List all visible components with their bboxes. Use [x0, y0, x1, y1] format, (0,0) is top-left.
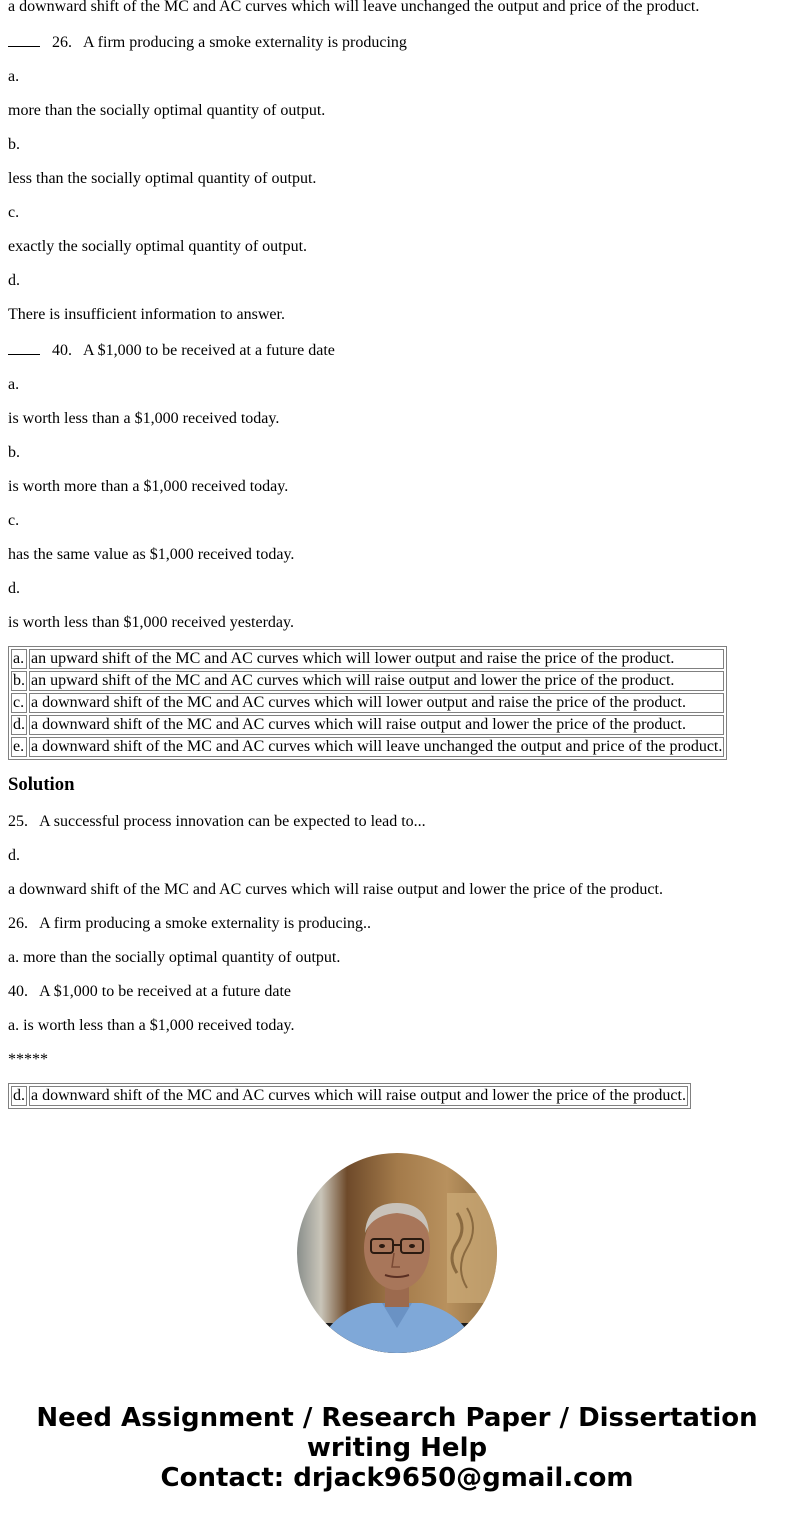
promo-banner — [0, 1403, 794, 1493]
table-cell-letter: b. — [13, 672, 25, 689]
question-40 — [8, 340, 788, 360]
table-cell-text: a downward shift of the MC and AC curves which will raise output and lower the price of the product. — [29, 715, 724, 735]
table-row — [11, 1086, 688, 1106]
top-line: a downward shift of the MC and AC curves which will leave unchanged the output and price of the product. — [8, 0, 700, 15]
promo-line: writing Help — [306, 1433, 488, 1463]
table-cell-text: a downward shift of the MC and AC curves which will lower output and raise the price of the product. — [29, 693, 724, 713]
options-table — [8, 646, 727, 760]
option-text: less than the socially optimal quantity of output. — [8, 170, 317, 187]
table-cell-letter: e. — [11, 737, 27, 757]
option-text: There is insufficient information to answer. — [8, 306, 285, 323]
solution-line: a. is worth less than a $1,000 received today. — [8, 1017, 295, 1034]
option-text: is worth less than a $1,000 received today. — [8, 410, 280, 427]
table-row — [11, 693, 724, 713]
table-cell-letter: d. — [13, 1087, 25, 1104]
option-text: has the same value as $1,000 received today. — [8, 546, 295, 563]
table-cell-text: an upward shift of the MC and AC curves which will lower output and raise the price of the product. — [29, 649, 724, 669]
option-text: more than the socially optimal quantity of output. — [8, 102, 326, 119]
solution-line: 26. A firm producing a smoke externality is producing.. — [8, 915, 372, 932]
solution-heading: Solution — [8, 774, 75, 795]
document-body — [8, 0, 788, 1123]
option-letter: a. — [8, 376, 20, 393]
table-row — [11, 715, 724, 735]
solution-line: a. more than the socially optimal quantity of output. — [8, 949, 341, 966]
table-cell-letter: a. — [11, 649, 27, 669]
promo-line: Need Assignment / Research Paper / Dissertation — [36, 1403, 758, 1433]
question-number: 26. — [52, 34, 72, 51]
table-row — [11, 649, 724, 669]
question-number: 40. — [52, 342, 72, 359]
table-cell-text: an upward shift of the MC and AC curves which will raise output and lower the price of the product. — [29, 671, 724, 691]
option-letter: b. — [8, 444, 20, 461]
table-cell-text: a downward shift of the MC and AC curves which will raise output and lower the price of the product. — [31, 1087, 686, 1104]
question-text: A firm producing a smoke externality is producing — [83, 34, 407, 51]
table-row — [11, 671, 724, 691]
table-cell-letter: d. — [13, 716, 25, 733]
option-letter: a. — [8, 68, 20, 85]
solution-line: 25. A successful process innovation can be expected to lead to... — [8, 813, 426, 830]
option-text: is worth less than $1,000 received yesterday. — [8, 614, 294, 631]
solution-line: 40. A $1,000 to be received at a future date — [8, 983, 292, 1000]
table-cell-letter: c. — [11, 693, 27, 713]
solution-line: ***** — [8, 1051, 48, 1068]
option-letter: d. — [8, 272, 20, 289]
table-cell-text: a downward shift of the MC and AC curves which will leave unchanged the output and price of the product. — [31, 738, 723, 755]
solution-line: d. — [8, 847, 20, 864]
question-text: A $1,000 to be received at a future date — [83, 342, 335, 359]
answer-blank — [8, 32, 40, 47]
promo-contact: Contact: drjack9650@gmail.com — [160, 1463, 634, 1493]
option-text: exactly the socially optimal quantity of output. — [8, 238, 308, 255]
question-26 — [8, 32, 788, 52]
option-text: is worth more than a $1,000 received today. — [8, 478, 289, 495]
answer-blank — [8, 340, 40, 355]
option-letter: d. — [8, 580, 20, 597]
option-letter: b. — [8, 136, 20, 153]
answer-table — [8, 1083, 691, 1109]
option-letter: c. — [8, 204, 20, 221]
table-row — [11, 737, 724, 757]
solution-line: a downward shift of the MC and AC curves which will raise output and lower the price of the product. — [8, 881, 663, 898]
author-photo — [297, 1153, 497, 1353]
option-letter: c. — [8, 512, 20, 529]
author-portrait-illustration — [297, 1153, 497, 1353]
